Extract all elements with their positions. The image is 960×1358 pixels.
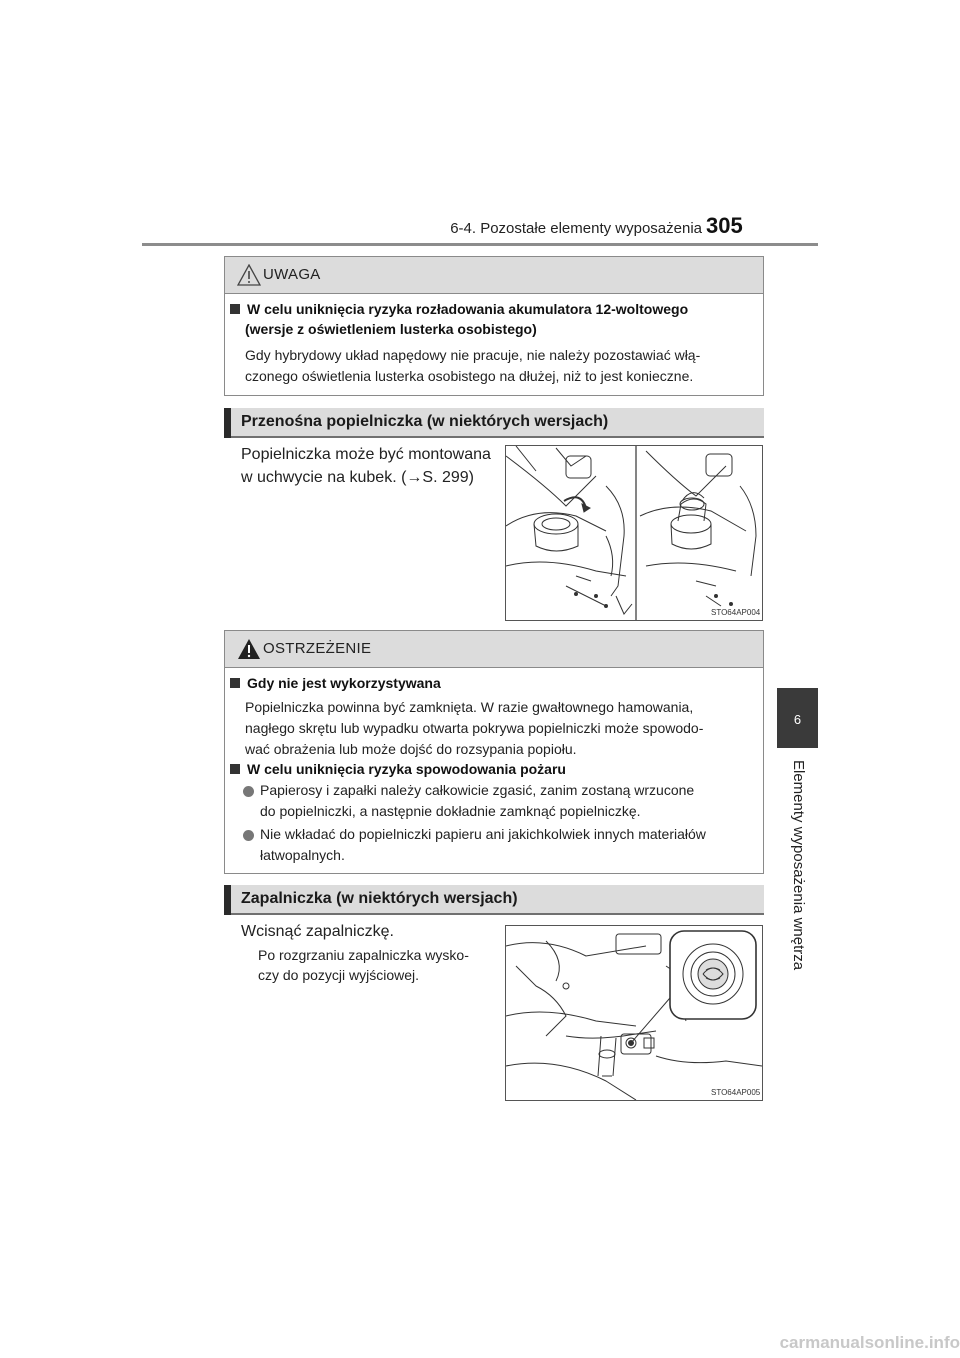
warning-triangle-icon [237,638,261,660]
caution-label: UWAGA [263,266,321,283]
chapter-title: Elementy wyposażenia wnętrza [790,760,807,971]
warning-bullet1-line1: Papierosy i zapałki należy całkowicie zgasić, zanim zostaną wrzucone [260,782,695,798]
warning-item1-line3: wać obrażenia lub może dojść do rozsypania popiołu. [245,741,577,757]
page-reference-link[interactable]: S. 299) [422,469,474,486]
page-ref-arrow-icon: → [406,469,423,486]
lighter-note-line1: Po rozgrzaniu zapalniczka wysko- [258,947,469,963]
caution-text-line1: Gdy hybrydowy układ napędowy nie pracuje, nie należy pozostawiać włą- [245,347,701,363]
caution-triangle-icon [237,264,261,286]
image-code: STO64AP005 [711,1088,761,1097]
ashtray-body-line1: Popielniczka może być montowana [241,446,491,463]
page-number: 305 [706,213,743,238]
lighter-note-line2: czy do pozycji wyjściowej. [258,967,420,983]
warning-bullet2-line1: Nie wkładać do popielniczki papieru ani jakichkolwiek innych materiałów [260,826,706,842]
watermark: carmanualsonline.info [779,1333,960,1352]
image-code: STO64AP004 [711,608,761,617]
ashtray-illustration [505,445,763,621]
section-title-ashtray: Przenośna popielniczka (w niektórych wersjach) [241,413,609,430]
warning-box-header [225,631,763,668]
warning-item1-line1: Popielniczka powinna być zamknięta. W razie gwałtownego hamowania, [245,699,694,715]
chapter-tab-number[interactable]: 6 [777,688,818,748]
caution-heading: W celu uniknięcia ryzyka rozładowania akumulatora 12-woltowego [230,300,750,319]
warning-box [224,630,764,874]
caution-box-header [225,257,763,294]
section-header-lighter [224,885,764,915]
ashtray-body-line2: w uchwycie na kubek. (→S. 299) [241,469,474,486]
caution-box [224,256,764,396]
caution-text-line2: czonego oświetlenia lusterka osobistego na dłużej, niż to jest konieczne. [245,368,694,384]
section-title: 6-4. Pozostałe elementy wyposażenia [450,220,702,237]
square-bullet-icon [230,678,240,688]
lighter-drawing [506,926,762,1100]
lighter-body: Wcisnąć zapalniczkę. [241,923,394,940]
warning-label: OSTRZEŻENIE [263,640,372,657]
circle-bullet-icon [243,786,254,797]
warning-item1-heading: Gdy nie jest wykorzystywana [230,674,750,693]
warning-bullet2-line2: łatwopalnych. [260,847,345,863]
circle-bullet-icon [243,830,254,841]
lighter-illustration [505,925,763,1101]
chapter-tab-label [777,760,818,1090]
warning-bullet1-line2: do popielniczki, a następnie dokładnie zamknąć popielniczkę. [260,803,641,819]
section-title-lighter: Zapalniczka (w niektórych wersjach) [241,890,518,907]
header-rule [142,243,818,246]
square-bullet-icon [230,304,240,314]
square-bullet-icon [230,764,240,774]
caution-heading-cont: (wersje z oświetleniem lusterka osobistego) [245,321,537,337]
section-header-ashtray [224,408,764,438]
ashtray-drawing [506,446,762,620]
warning-item2-heading: W celu uniknięcia ryzyka spowodowania pożaru [230,760,750,779]
warning-item1-line2: nagłego skrętu lub wypadku otwarta pokrywa popielniczki może spowodo- [245,720,704,736]
